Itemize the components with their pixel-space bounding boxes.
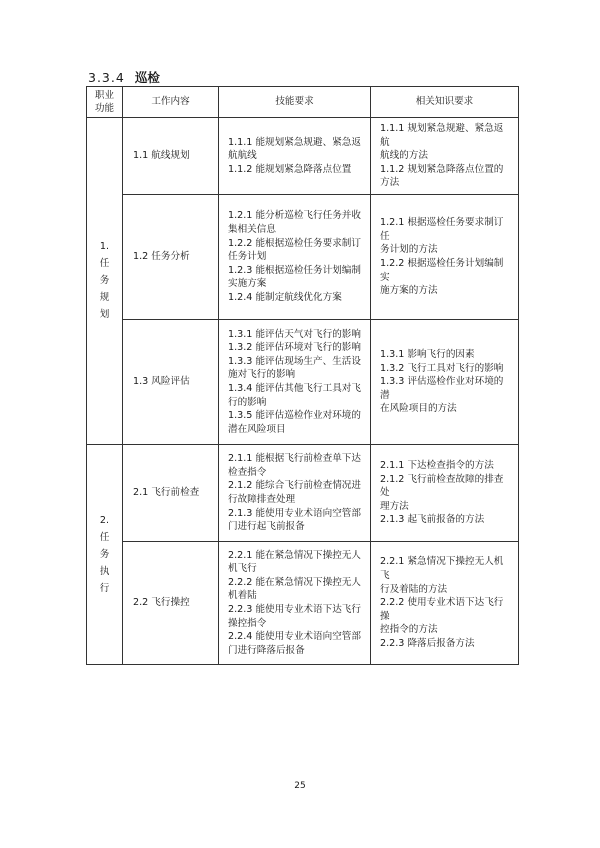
knowledge-line: 1.3.1 影响飞行的因素 (380, 348, 475, 360)
knowledge-line: 2.1.2 飞行前检查故障的排查处 (380, 473, 504, 499)
knowledge-line: 1.1.1 规划紧急规避、紧急返航 (380, 123, 504, 148)
skill-cell (219, 319, 371, 444)
header-knowledge: 相关知识要求 (371, 87, 519, 118)
skill-line: 1.2.4 能制定航线优化方案 (228, 291, 342, 303)
skill-cell (219, 444, 371, 541)
knowledge-line: 理方法 (380, 500, 409, 512)
work-content-cell: 1.1 航线规划 (123, 118, 219, 195)
table-row (87, 541, 519, 664)
skill-line: 门进行起飞前报备 (228, 521, 305, 533)
skill-line: 1.3.4 能评估其他飞行工具对飞 (228, 382, 361, 394)
knowledge-line: 2.1.1 下达检查指令的方法 (380, 459, 494, 471)
skill-line: 2.2.1 能在紧急情况下操控无人 (228, 549, 361, 561)
skill-line: 实施方案 (228, 278, 267, 290)
knowledge-line: 2.1.3 起飞前报备的方法 (380, 514, 485, 526)
skill-line: 航航线 (228, 150, 257, 162)
skill-line: 行的影响 (228, 396, 267, 408)
table-row (87, 194, 519, 319)
function-char: 行 (99, 582, 110, 594)
knowledge-cell (371, 444, 519, 541)
knowledge-line: 1.2.1 根据巡检任务要求制订任 (380, 217, 504, 242)
function-cell (87, 444, 123, 664)
function-char: 2. (99, 514, 110, 526)
function-char: 规 (99, 292, 110, 304)
function-char: 划 (99, 309, 110, 321)
skill-line: 1.2.2 能根据巡检任务要求制订 (228, 237, 361, 249)
skill-line: 行故障排查处理 (228, 493, 296, 505)
skill-line: 集相关信息 (228, 223, 276, 235)
skill-line: 2.2.4 能使用专业术语向空管部 (228, 631, 361, 643)
skills-table (86, 86, 519, 665)
skill-line: 2.2.2 能在紧急情况下操控无人 (228, 576, 361, 588)
section-heading (88, 70, 160, 86)
table-row (87, 444, 519, 541)
skill-cell (219, 118, 371, 195)
knowledge-line: 2.2.2 使用专业术语下达飞行操 (380, 597, 504, 622)
knowledge-line: 1.1.2 规划紧急降落点位置的方法 (380, 163, 504, 189)
skill-line: 施对飞行的影响 (228, 369, 296, 381)
skill-cell (219, 194, 371, 319)
function-char: 执 (99, 565, 110, 577)
knowledge-line: 1.3.2 飞行工具对飞行的影响 (380, 362, 504, 374)
skill-line: 潜在风险项目 (228, 423, 286, 435)
skill-line: 操控指令 (228, 617, 267, 629)
skill-cell (219, 541, 371, 664)
knowledge-cell (371, 319, 519, 444)
skill-line: 门进行降落后报备 (228, 644, 305, 656)
skill-line: 2.1.1 能根据飞行前检查单下达 (228, 453, 361, 465)
function-char: 1. (99, 241, 110, 253)
knowledge-line: 航线的方法 (380, 150, 428, 162)
skill-line: 1.2.1 能分析巡检飞行任务并收 (228, 210, 361, 222)
skill-line: 检查指令 (228, 466, 267, 478)
skill-line: 1.3.1 能评估天气对飞行的影响 (228, 328, 361, 340)
function-char: 任 (99, 258, 110, 270)
knowledge-line: 行及着陆的方法 (380, 583, 448, 595)
skill-line: 1.1.2 能规划紧急降落点位置 (228, 163, 352, 175)
knowledge-line: 控指令的方法 (380, 624, 438, 636)
knowledge-line: 1.2.2 根据巡检任务计划编制实 (380, 257, 504, 283)
skill-line: 1.3.2 能评估环境对飞行的影响 (228, 342, 361, 354)
function-char: 务 (99, 548, 110, 560)
knowledge-cell (371, 541, 519, 664)
knowledge-cell (371, 194, 519, 319)
skill-line: 2.1.2 能综合飞行前检查情况进 (228, 480, 361, 492)
function-char: 务 (99, 275, 110, 287)
skill-line: 机着陆 (228, 590, 257, 602)
page-number: 25 (294, 781, 306, 791)
skill-line: 机飞行 (228, 563, 257, 575)
header-skill: 技能要求 (219, 87, 371, 118)
table-row (87, 319, 519, 444)
header-work: 工作内容 (123, 87, 219, 118)
section-number: 3.3.4 (88, 70, 125, 85)
knowledge-line: 2.2.1 紧急情况下操控无人机飞 (380, 556, 504, 581)
function-char: 任 (99, 531, 110, 543)
skill-line: 1.3.3 能评估现场生产、生活设 (228, 355, 361, 367)
work-content-cell: 1.2 任务分析 (123, 194, 219, 319)
knowledge-cell (371, 118, 519, 195)
knowledge-line: 2.2.3 降落后报备方法 (380, 637, 475, 649)
work-content-cell: 1.3 风险评估 (123, 319, 219, 444)
work-content-cell: 2.2 飞行操控 (123, 541, 219, 664)
header-function: 职业 功能 (87, 87, 123, 118)
knowledge-line: 1.3.3 评估巡检作业对环境的潜 (380, 376, 504, 401)
skill-line: 1.1.1 能规划紧急规避、紧急返 (228, 136, 361, 148)
knowledge-line: 在风险项目的方法 (380, 403, 457, 415)
section-title: 巡检 (134, 70, 160, 85)
skill-line: 1.2.3 能根据巡检任务计划编制 (228, 264, 361, 276)
skill-line: 1.3.5 能评估巡检作业对环境的 (228, 410, 361, 422)
table-row (87, 118, 519, 195)
header-row (87, 87, 519, 118)
knowledge-line: 务计划的方法 (380, 244, 438, 256)
skill-line: 2.1.3 能使用专业术语向空管部 (228, 507, 361, 519)
knowledge-line: 施方案的方法 (380, 285, 438, 297)
skill-line: 任务计划 (228, 251, 267, 263)
work-content-cell: 2.1 飞行前检查 (123, 444, 219, 541)
skill-line: 2.2.3 能使用专业术语下达飞行 (228, 603, 361, 615)
function-cell (87, 118, 123, 445)
